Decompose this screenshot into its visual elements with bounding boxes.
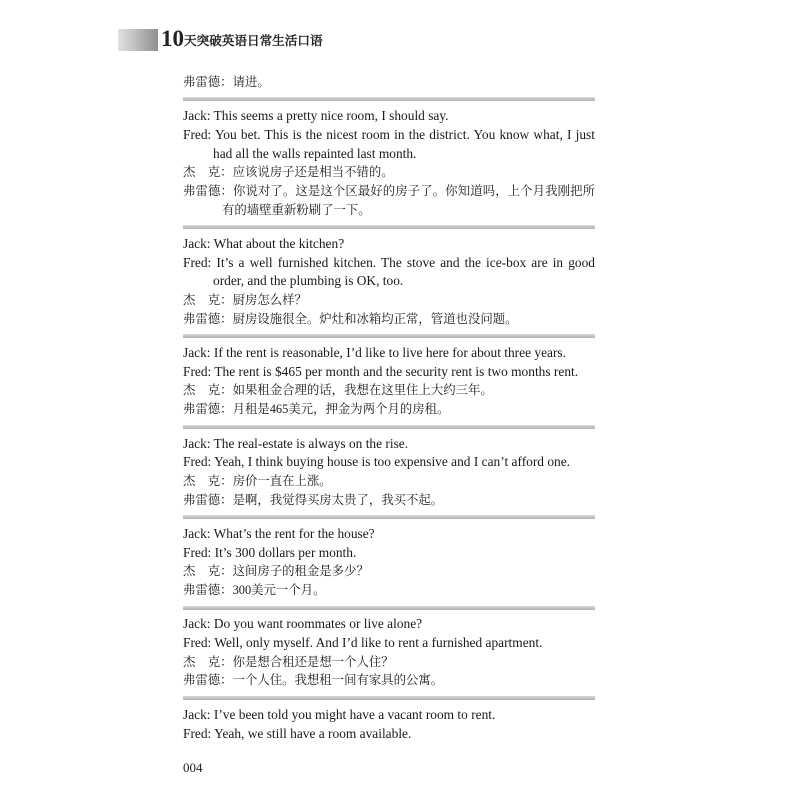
speaker-label: 弗雷德：	[183, 673, 233, 688]
dialogue-line	[183, 291, 595, 310]
dialogue-line	[183, 725, 595, 744]
speaker-label: 杰 克：	[183, 165, 233, 180]
dialogue-line	[183, 344, 595, 363]
dialogue-line	[183, 107, 595, 126]
speaker-label: Fred:	[183, 635, 212, 651]
speaker-label: Fred:	[183, 126, 212, 142]
dialogue-line	[183, 491, 595, 510]
dialogue-line	[183, 706, 595, 725]
speaker-label: 杰 克：	[183, 293, 233, 308]
header-decoration-bar	[118, 29, 158, 51]
page-number: 004	[183, 760, 203, 775]
line-text: 是啊，我觉得买房太贵了，我买不起。	[232, 492, 444, 507]
speaker-label: 杰 克：	[183, 564, 233, 579]
dialogue-line	[183, 525, 595, 544]
dialogue-line	[183, 615, 595, 634]
dialogue-line-continued	[183, 145, 595, 164]
line-text: It’s a well furnished kitchen. The stove and the ice-box are in good	[216, 254, 595, 270]
dialogue-block	[183, 107, 595, 219]
dialogue-line	[183, 435, 595, 454]
line-text: 300美元一个月。	[232, 583, 326, 598]
separator	[183, 225, 595, 229]
speaker-label: Jack:	[183, 616, 211, 632]
speaker-label: Jack:	[183, 706, 211, 722]
speaker-label: Jack:	[183, 235, 211, 251]
line-text: 这间房子的租金是多少？	[232, 564, 369, 579]
line-text: 请进。	[232, 74, 270, 89]
line-text: You bet. This is the nicest room in the district. You know what, I just	[214, 126, 595, 142]
dialogue-block	[183, 344, 595, 419]
line-text: 一个人住。我想租一间有家具的公寓。	[232, 673, 444, 688]
line-text: 如果租金合理的话，我想在这里住上大约三年。	[232, 383, 493, 398]
separator	[183, 97, 595, 101]
speaker-label: Fred:	[183, 725, 212, 741]
line-text: What’s the rent for the house?	[213, 525, 375, 541]
dialogue-block	[183, 615, 595, 690]
speaker-label: 弗雷德：	[183, 311, 233, 326]
speaker-label: 杰 克：	[183, 473, 233, 488]
dialogue-block	[183, 525, 595, 600]
speaker-label: 弗雷德：	[183, 583, 233, 598]
separator	[183, 696, 595, 700]
chapter-number: 10	[161, 26, 184, 51]
dialogue-block	[183, 235, 595, 328]
line-text: 房价一直在上涨。	[232, 473, 332, 488]
dialogue-line	[183, 400, 595, 419]
dialogue-line-continued	[183, 201, 595, 220]
line-text: had all the walls repainted last month.	[213, 145, 417, 161]
line-text: 你说对了。这是这个区最好的房子了。你知道吗，上个月我刚把所	[232, 183, 595, 198]
dialogue-line	[183, 634, 595, 653]
separator	[183, 425, 595, 429]
speaker-label: 弗雷德：	[183, 492, 233, 507]
dialogue-line	[183, 581, 595, 600]
speaker-label: Jack:	[183, 108, 211, 124]
line-text: This seems a pretty nice room, I should say.	[213, 108, 449, 124]
dialogue-line	[183, 453, 595, 472]
speaker-label: Jack:	[183, 435, 211, 451]
speaker-label: Fred:	[183, 254, 212, 270]
line-text: 厨房设施很全。炉灶和冰箱均正常，管道也没问题。	[232, 311, 518, 326]
speaker-label: Fred:	[183, 544, 212, 560]
speaker-label: 杰 克：	[183, 383, 233, 398]
speaker-label: 弗雷德：	[183, 402, 233, 417]
dialogue-line	[183, 671, 595, 690]
dialogue-line-continued	[183, 272, 595, 291]
speaker-label: Fred:	[183, 363, 212, 379]
dialogue-line	[183, 653, 595, 672]
line-text: 有的墙壁重新粉刷了一下。	[222, 202, 371, 217]
line-text: 厨房怎么样？	[232, 293, 307, 308]
line-text: 月租是465美元，押金为两个月的房租。	[232, 402, 450, 417]
dialogue-line	[183, 363, 595, 382]
dialogue-line	[183, 182, 595, 201]
line-text: Yeah, I think buying house is too expensive and I can’t afford one.	[214, 454, 571, 470]
book-title: 天突破英语日常生活口语	[184, 34, 323, 48]
line-text: Do you want roommates or live alone?	[213, 616, 423, 632]
line-text: 应该说房子还是相当不错的。	[232, 165, 394, 180]
dialogue-line	[183, 126, 595, 145]
dialogue-line	[183, 562, 595, 581]
line-text: If the rent is reasonable, I’d like to live here for about three years.	[213, 345, 566, 361]
separator	[183, 515, 595, 519]
dialogue-line	[183, 163, 595, 182]
speaker-label: 弗雷德：	[183, 183, 233, 198]
dialogue-line	[183, 310, 595, 329]
dialogue-block	[183, 435, 595, 510]
separator	[183, 606, 595, 610]
line-text: I’ve been told you might have a vacant room to rent.	[213, 706, 496, 722]
page-body	[183, 73, 595, 743]
line-text: What about the kitchen?	[213, 235, 345, 251]
dialogue-line	[183, 254, 595, 273]
dialogue-line	[183, 544, 595, 563]
dialogue-line	[183, 381, 595, 400]
dialogue-line	[183, 472, 595, 491]
speaker-label: 弗雷德：	[183, 74, 233, 89]
line-text: 你是想合租还是想一个人住？	[232, 654, 394, 669]
line-text: It’s 300 dollars per month.	[214, 544, 357, 560]
line-text: The real-estate is always on the rise.	[213, 435, 409, 451]
speaker-label: Jack:	[183, 525, 211, 541]
speaker-label: Fred:	[183, 454, 212, 470]
dialogue-line	[183, 73, 595, 92]
dialogue-block	[183, 706, 595, 743]
speaker-label: Jack:	[183, 345, 211, 361]
line-text: Well, only myself. And I’d like to rent a furnished apartment.	[214, 635, 543, 651]
separator	[183, 334, 595, 338]
dialogue-line	[183, 235, 595, 254]
speaker-label: 杰 克：	[183, 654, 233, 669]
line-text: The rent is $465 per month and the security rent is two months rent.	[214, 363, 579, 379]
line-text: Yeah, we still have a room available.	[214, 725, 412, 741]
line-text: order, and the plumbing is OK, too.	[213, 273, 404, 289]
